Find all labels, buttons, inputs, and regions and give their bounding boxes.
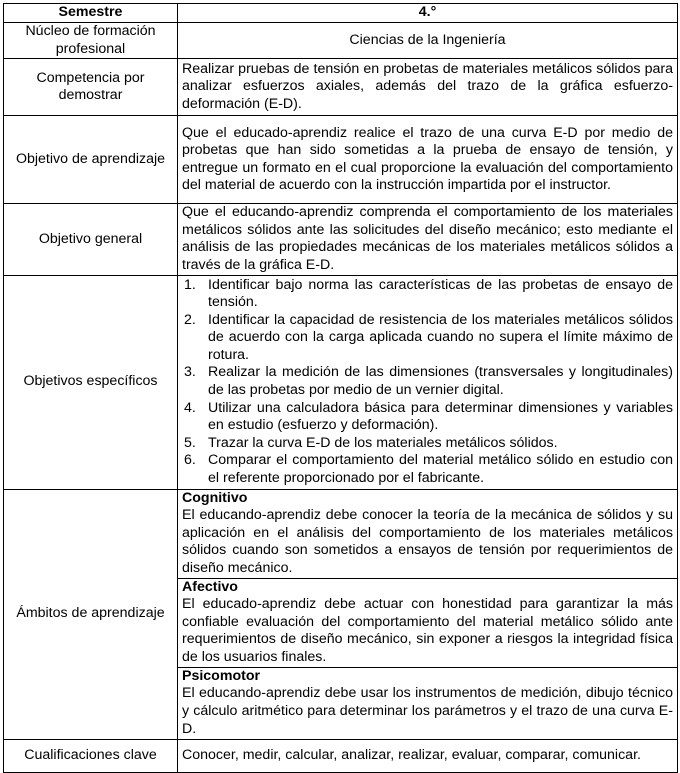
- semester-value: 4.°: [178, 4, 678, 23]
- list-text: Utilizar una calculadora básica para determinar dimensiones y variables en estudio (esfuerzo y deformación).: [208, 399, 673, 434]
- ambitos-cognitivo-row: [4, 489, 678, 578]
- cualificaciones-value: Conocer, medir, calcular, analizar, realizar, evaluar, comparar, comunicar.: [178, 739, 678, 772]
- list-item: [182, 400, 673, 435]
- list-number: 5.: [184, 434, 196, 451]
- objetivo-aprendizaje-value: Que el educado-aprendiz realice el trazo de una curva E-D por medio de probetas que han sido sometidas a la prueba de ensayo de tensión, y entregue un formato en el cual proporcione la evaluación del comportamiento del material de acuerdo con la instrucción impartida por el instructor.: [178, 116, 678, 204]
- list-text: Comparar el comportamiento del material metálico sólido en estudio con el referente proporcionado por el fabricante.: [208, 452, 673, 487]
- semester-label: Semestre: [4, 4, 178, 23]
- list-number: 1.: [184, 276, 196, 293]
- list-number: 6.: [184, 452, 196, 469]
- list-item: [182, 312, 673, 365]
- ambito-afectivo-text: El educado-aprendiz debe actuar con honestidad para garantizar la más confiable evaluación del comportamiento del material metálico sólido ante requerimientos de diseño mecánico, sin exponer a riesgos la integridad física de los usuarios finales.: [182, 596, 673, 665]
- list-item: [182, 277, 673, 312]
- cualificaciones-row: [4, 739, 678, 772]
- list-text: Identificar bajo norma las características de las probetas de ensayo de tensión.: [208, 276, 673, 311]
- competencia-value: Realizar pruebas de tensión en probetas de materiales metálicos sólidos para analizar esfuerzos axiales, además del trazo de la gráfica esfuerzo-deformación (E-D).: [178, 59, 678, 116]
- ambito-cognitivo: [178, 489, 678, 578]
- objetivos-especificos-list-cell: [178, 275, 678, 489]
- list-item: [182, 435, 673, 453]
- ambito-psicomotor: [178, 667, 678, 739]
- objetivo-general-value: Que el educando-aprendiz comprenda el comportamiento de los materiales metálicos sólidos ante las solicitudes del diseño mecánico; esto mediante el análisis de las propiedades mecánicas de los materiales metálicos sólidos a través de la gráfica E-D.: [178, 204, 678, 275]
- competencia-label: Competencia por demostrar: [4, 59, 178, 116]
- list-number: 2.: [184, 311, 196, 328]
- objetivo-aprendizaje-row: [4, 116, 678, 204]
- ambito-afectivo: [178, 578, 678, 667]
- objetivo-general-label: Objetivo general: [4, 204, 178, 275]
- nucleo-row: [4, 23, 678, 59]
- ambito-psicomotor-title: Psicomotor: [182, 667, 261, 684]
- ambito-psicomotor-text: El educando-aprendiz debe usar los instrumentos de medición, dibujo técnico y cálculo aritmético para determinar los parámetros y el trazo de una curva E-D.: [182, 685, 673, 737]
- objetivos-especificos-row: [4, 275, 678, 489]
- nucleo-value: Ciencias de la Ingeniería: [178, 23, 678, 59]
- objetivos-especificos-list: [182, 277, 673, 488]
- ambitos-label: Ámbitos de aprendizaje: [4, 489, 178, 739]
- competencia-row: [4, 59, 678, 116]
- cualificaciones-label: Cualificaciones clave: [4, 739, 178, 772]
- list-item: [182, 452, 673, 487]
- list-number: 3.: [184, 364, 196, 381]
- list-text: Realizar la medición de las dimensiones (transversales y longitudinales) de las probetas por medio de un vernier digital.: [208, 364, 673, 399]
- objetivos-especificos-label: Objetivos específicos: [4, 275, 178, 489]
- list-number: 4.: [184, 399, 196, 416]
- competency-table: [3, 3, 678, 773]
- ambito-afectivo-title: Afectivo: [182, 578, 238, 595]
- ambito-cognitivo-text: El educando-aprendiz debe conocer la teoría de la mecánica de sólidos y su aplicación en el análisis del comportamiento de los materiales metálicos sólidos cuando son sometidos a ensayos de tensión por requerimientos de diseño mecánico.: [182, 507, 673, 576]
- semester-row: [4, 4, 678, 23]
- nucleo-label: Núcleo de formación profesional: [4, 23, 178, 59]
- objetivo-general-row: [4, 204, 678, 275]
- list-text: Identificar la capacidad de resistencia de los materiales metálicos sólidos de acuerdo con la carga aplicada cuando no supera el límite máximo de rotura.: [208, 311, 673, 363]
- ambito-cognitivo-title: Cognitivo: [182, 489, 248, 506]
- objetivo-aprendizaje-label: Objetivo de aprendizaje: [4, 116, 178, 204]
- list-item: [182, 364, 673, 399]
- list-text: Trazar la curva E-D de los materiales metálicos sólidos.: [208, 434, 558, 451]
